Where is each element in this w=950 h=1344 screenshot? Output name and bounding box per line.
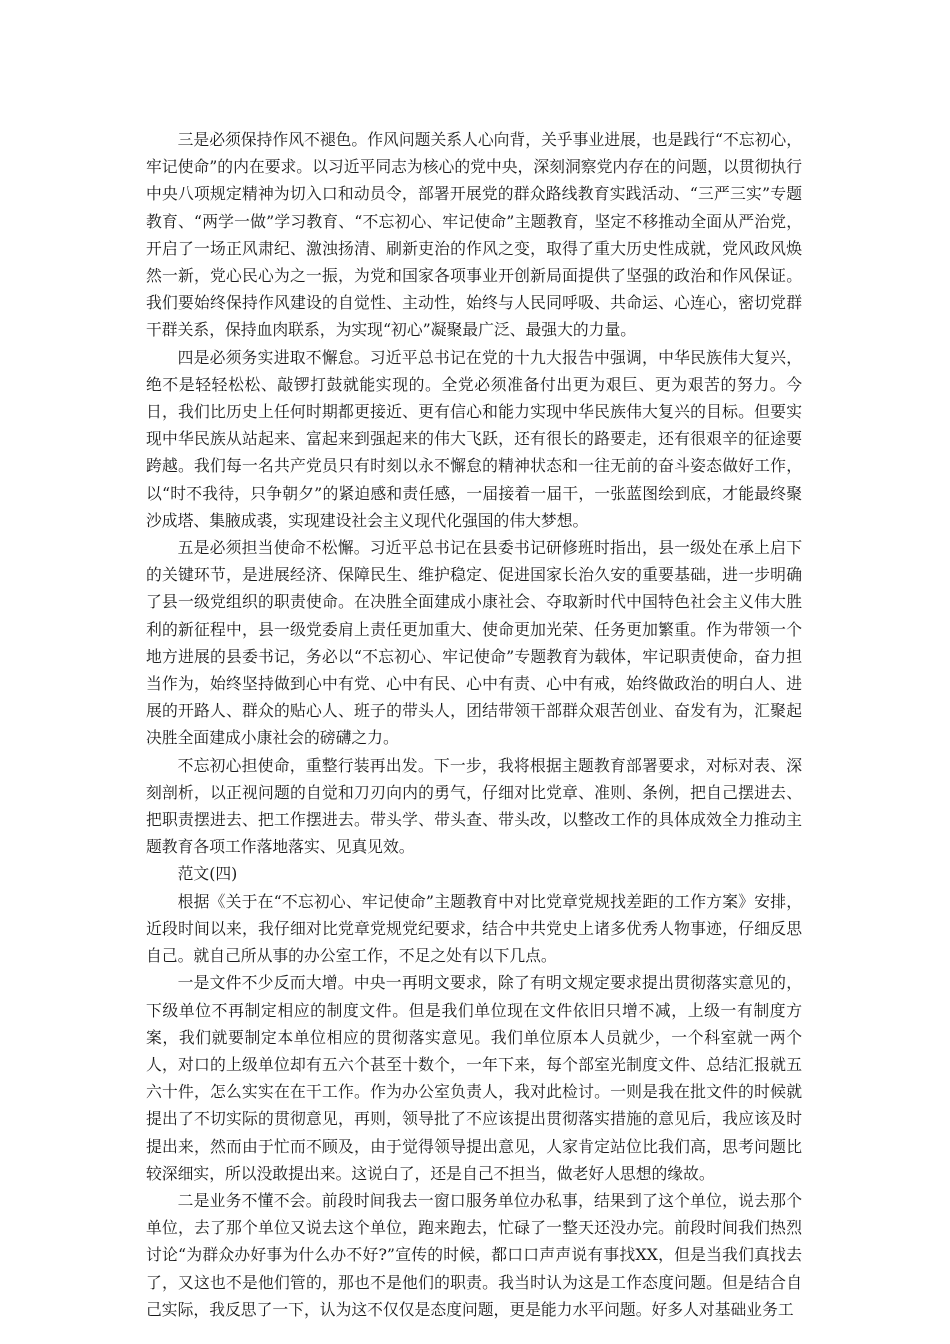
paragraph-point-two: 二是业务不懂不会。前段时间我去一窗口服务单位办私事，结果到了这个单位，说去那个单位，去了那个单位又说去这个单位，跑来跑去，忙碌了一整天还没办完。前段时间我们热烈讨论“为群众办好事为什么办不好?”宣传的时候，都口口声声说有事找XX，但是当我们真找去了，又这也不是他们管的，那也不是他们的职责。我当时认为这是工作态度问题。但是结合自己实际，我反思了一下，认为这不仅仅是态度问题，更是能力水平问题。好多人对基础业务工 [146,1190,802,1319]
paragraph-conclusion: 不忘初心担使命，重整行装再出发。下一步，我将根据主题教育部署要求，对标对表、深刻剖析，以正视问题的自觉和刀刃向内的勇气，仔细对比党章、准则、条例，把自己摆进去、把职责摆进去、把工作摆进去。带头学、带头查、带头改，以整改工作的具体成效全力推动主题教育各项工作落地落实、见真见效。 [146,755,802,857]
paragraph-five: 五是必须担当使命不松懈。习近平总书记在县委书记研修班时指出，县一级处在承上启下的关键环节，是进展经济、保障民生、维护稳定、促进国家长治久安的重要基础，进一步明确了县一级党组织的职责使命。在决胜全面建成小康社会、夺取新时代中国特色社会主义伟大胜利的新征程中，县一级党委肩上责任更加重大、使命更加光荣、任务更加繁重。作为带领一个地方进展的县委书记，务必以“不忘初心、牢记使命”专题教育为载体，牢记职责使命，奋力担当作为，始终坚持做到心中有党、心中有民、心中有责、心中有戒，始终做政治的明白人、进展的开路人、群众的贴心人、班子的带头人，团结带领干部群众艰苦创业、奋发有为，汇聚起决胜全面建成小康社会的磅礴之力。 [146,538,802,748]
document-page [146,126,802,1323]
paragraph-three: 三是必须保持作风不褪色。作风问题关系人心向背，关乎事业进展，也是践行“不忘初心，牢记使命”的内在要求。以习近平同志为核心的党中央，深刻洞察党内存在的问题，以贯彻执行中央八项规定精神为切入口和动员令，部署开展党的群众路线教育实践活动、“三严三实”专题教育、“两学一做”学习教育、“不忘初心、牢记使命”主题教育，坚定不移推动全面从严治党，开启了一场正风肃纪、激浊扬清、刷新吏治的作风之变，取得了重大历史性成就，党风政风焕然一新，党心民心为之一振，为党和国家各项事业开创新局面提供了坚强的政治和作风保证。我们要始终保持作风建设的自觉性、主动性，始终与人民同呼吸、共命运、心连心，密切党群干群关系，保持血肉联系，为实现“初心”凝聚最广泛、最强大的力量。 [146,130,802,340]
paragraph-point-one: 一是文件不少反而大增。中央一再明文要求，除了有明文规定要求提出贯彻落实意见的，下级单位不再制定相应的制度文件。但是我们单位现在文件依旧只增不减，上级一有制度方案，我们就要制定本单位相应的贯彻落实意见。我们单位原本人员就少，一个科室就一两个人，对口的上级单位却有五六个甚至十数个，一年下来，每个部室光制度文件、总结汇报就五六十件，怎么实实在在干工作。作为办公室负责人，我对此检讨。一则是我在批文件的时候就提出了不切实际的贯彻意见，再则，领导批了不应该提出贯彻落实措施的意见后，我应该及时提出来，然而由于忙而不顾及，由于觉得领导提出意见，人家肯定站位比我们高，思考问题比较深细实，所以没敢提出来。这说白了，还是自己不担当，做老好人思想的缘故。 [146,973,802,1183]
section-title: 范文(四) [177,864,238,884]
paragraph-four: 四是必须务实进取不懈怠。习近平总书记在党的十九大报告中强调，中华民族伟大复兴，绝不是轻轻松松、敲锣打鼓就能实现的。全党必须准备付出更为艰巨、更为艰苦的努力。今日，我们比历史上任何时期都更接近、更有信心和能力实现中华民族伟大复兴的目标。但要实现中华民族从站起来、富起来到强起来的伟大飞跃，还有很长的路要走，还有很艰辛的征途要跨越。我们每一名共产党员只有时刻以永不懈怠的精神状态和一往无前的奋斗姿态做好工作，以“时不我待，只争朝夕”的紧迫感和责任感，一届接着一届干，一张蓝图绘到底，才能最终聚沙成塔、集腋成裘，实现建设社会主义现代化强国的伟大梦想。 [146,347,802,530]
paragraph-intro: 根据《关于在“不忘初心、牢记使命”主题教育中对比党章党规找差距的工作方案》安排，近段时间以来，我仔细对比党章党规党纪要求，结合中共党史上诸多优秀人物事迹，仔细反思自己。就自己所从事的办公室工作，不足之处有以下几点。 [146,891,802,966]
